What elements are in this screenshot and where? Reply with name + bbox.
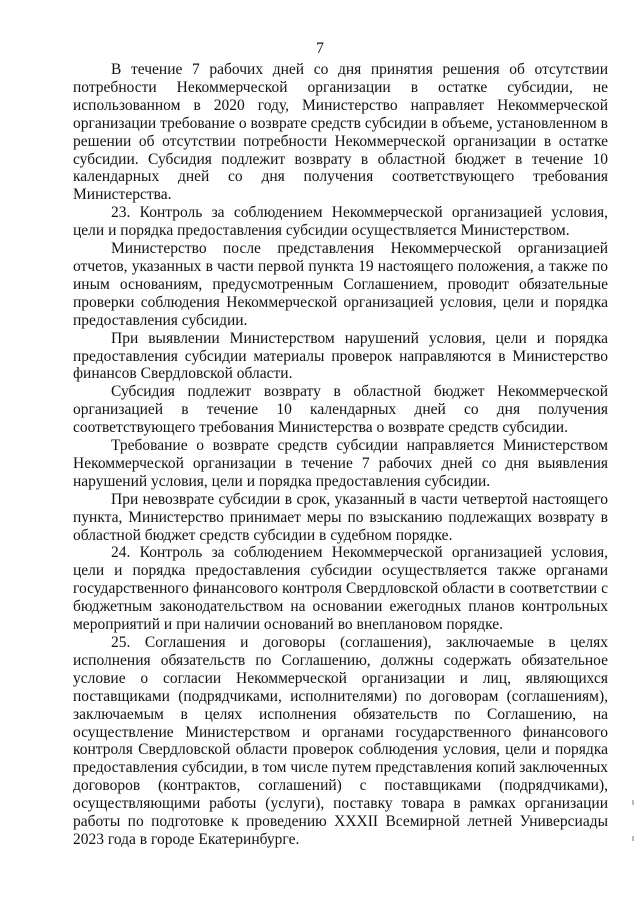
scan-margin-mark (632, 800, 634, 805)
paragraph-subsidy-return: Субсидия подлежит возврату в областной бюджет Некоммерческой организацией в течение 10 календарных дней со дня получения соответствующего требования Министерства о возврате средств субсидии. (73, 383, 608, 437)
scan-margin-mark (632, 836, 634, 841)
paragraph-return-demand: Требование о возврате средств субсидии направляется Министерством Некоммерческой организации в течение 7 рабочих дней со дня выявления нарушений условия, цели и порядка предоставления субсидии. (73, 437, 608, 490)
page-number: 7 (316, 40, 324, 57)
paragraph-ministry-inspections: Министерство после представления Некоммерческой организацией отчетов, указанных в части первой пункта 19 настоящего положения, а также по иным основаниям, предусмотренным Соглашением, проводит обязательные проверки соблюдения Некоммерческой организацией условия, цели и порядка предоставления субсидии. (73, 240, 608, 329)
document-body (73, 61, 608, 849)
paragraph-refund-requirement: В течение 7 рабочих дней со дня принятия решения об отсутствии потребности Некоммерческой организации в остатке субсидии, не использованном в 2020 году, Министерство направляет Некоммерческой организации требование о возврате средств субсидии в объеме, установленном в решении об отсутствии потребности Некоммерческой организации в остатке субсидии. Субсидия подлежит возврату в областной бюджет в течение 10 календарных дней со дня получения соответствующего требования Министерства. (73, 61, 608, 204)
paragraph-23-control: 23. Контроль за соблюдением Некоммерческой организацией условия, цели и порядка предоставления субсидии осуществляется Министерством. (73, 204, 608, 240)
paragraph-24-financial-control: 24. Контроль за соблюдением Некоммерческой организацией условия, цели и порядка предоставления субсидии осуществляется также органами государственного финансового контроля Свердловской области в соответствии с бюджетным законодательством на основании ежегодных планов контрольных мероприятий и при наличии оснований во внеплановом порядке. (73, 544, 608, 634)
paragraph-violations-materials: При выявлении Министерством нарушений условия, цели и порядка предоставления субсидии материалы проверок направляются в Министерство финансов Свердловской области. (73, 329, 608, 383)
paragraph-non-return-measures: При невозврате субсидии в срок, указанный в части четвертой настоящего пункта, Министерство принимает меры по взысканию подлежащих возврату в областной бюджет средств субсидии в судебном порядке. (73, 490, 608, 544)
paragraph-25-agreements: 25. Соглашения и договоры (соглашения), заключаемые в целях исполнения обязательств по Соглашению, должны содержать обязательное условие о согласии Некоммерческой организации и лиц, являющихся поставщиками (подрядчиками, исполнителями) по договорам (соглашениям), заключаемым в целях исполнения обязательств по Соглашению, на осуществление Министерством и органами государственного финансового контроля Свердловской области проверок соблюдения условия, цели и порядка предоставления субсидии, в том числе путем представления копий заключенных договоров (контрактов, соглашений) с поставщиками (подрядчиками), осуществляющими работы (услуги), поставку товара в рамках организации работы по подготовке к проведению XXXII Всемирной летней Универсиады 2023 года в городе Екатеринбурге. (73, 634, 608, 848)
